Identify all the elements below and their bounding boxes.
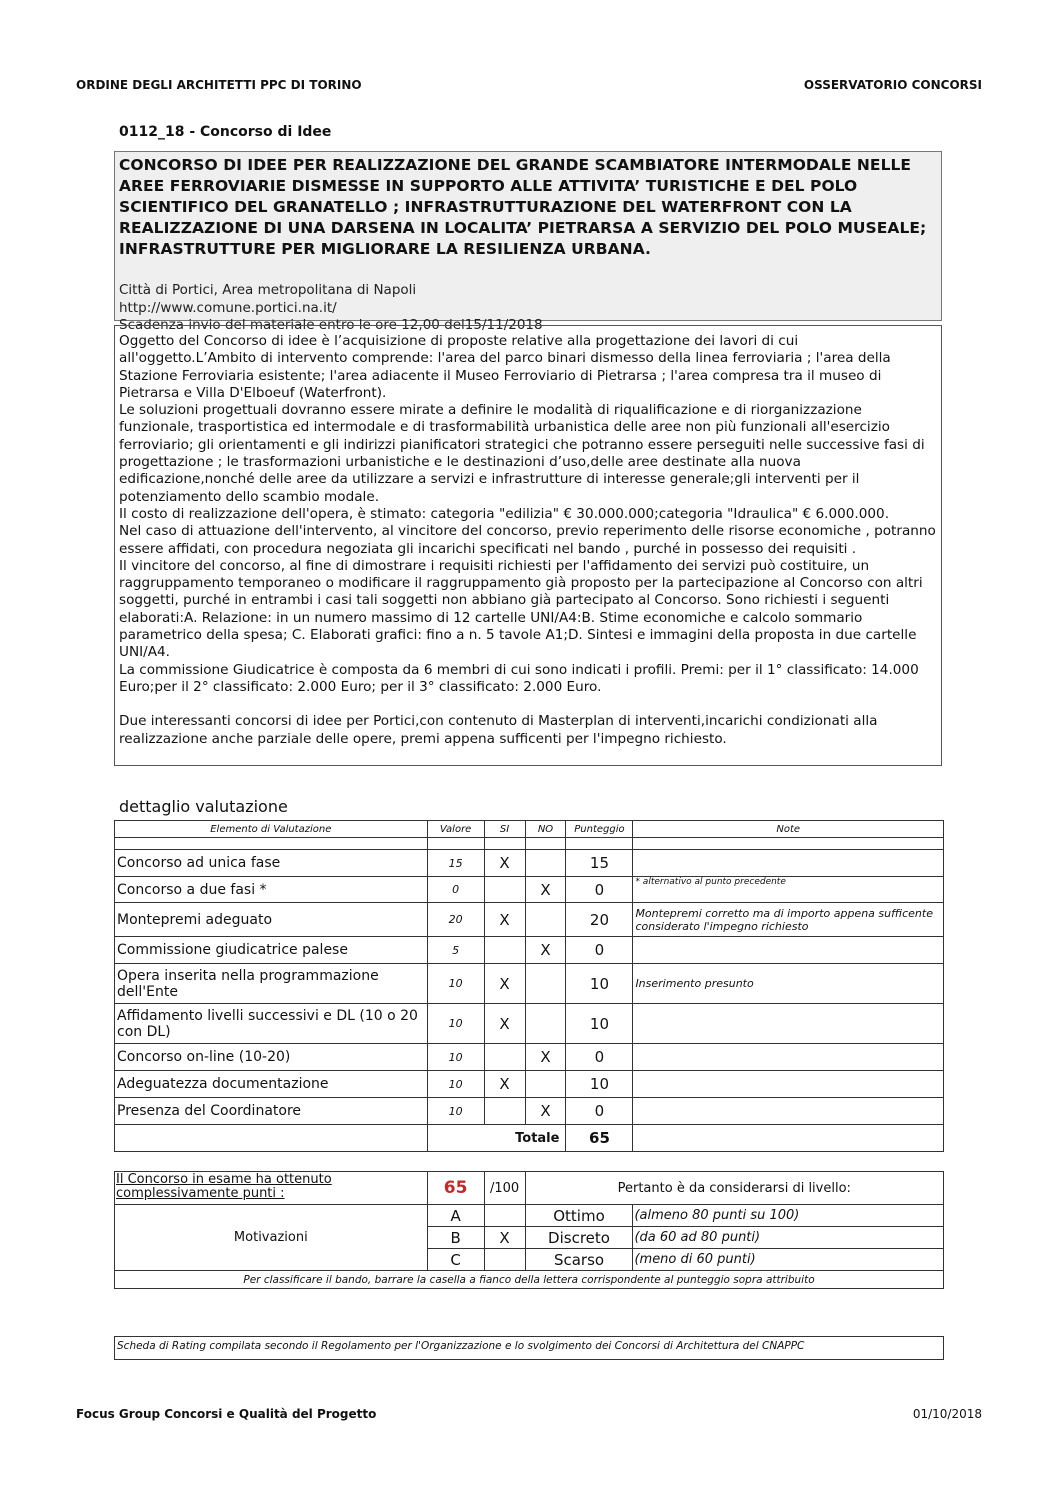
row-si-mark[interactable] [484, 1044, 525, 1071]
row-element: Montepremi adeguato [115, 903, 428, 937]
summary-row [115, 1172, 944, 1205]
row-element: Concorso ad unica fase [115, 850, 428, 877]
level-letter: B [427, 1227, 484, 1249]
summary-footnote: Per classificare il bando, barrare la casella a fianco della lettera corrispondente al punteggio sopra attribuito [115, 1271, 944, 1289]
table-row [115, 1098, 944, 1125]
table-row [115, 850, 944, 877]
total-row [115, 1125, 944, 1152]
row-note [633, 1071, 944, 1098]
table-row [115, 964, 944, 1004]
header-no: NO [525, 821, 566, 838]
description-paragraph: Il costo di realizzazione dell'opera, è stimato: categoria "edilizia" € 30.000.000;categoria "Idraulica" € 6.000.000. [119, 505, 890, 522]
valuation-table [114, 820, 944, 1152]
header-organization: ORDINE DEGLI ARCHITETTI PPC DI TORINO [76, 78, 362, 92]
level-label: Pertanto è da considerarsi di livello: [525, 1172, 943, 1205]
row-note [633, 1004, 944, 1044]
competition-description [114, 325, 942, 766]
level-range: (meno di 60 punti) [633, 1249, 944, 1271]
row-no-mark[interactable] [525, 903, 566, 937]
row-value: 15 [427, 850, 484, 877]
competition-deadline: Scadenza invio del materiale entro le ore 12,00 del15/11/2018 [119, 317, 543, 333]
row-note: Inserimento presunto [633, 964, 944, 1004]
row-si-mark[interactable]: X [484, 1071, 525, 1098]
valuation-title: dettaglio valutazione [119, 797, 288, 816]
footer-date: 01/10/2018 [912, 1407, 982, 1421]
row-score: 0 [566, 937, 633, 964]
points-out-of: /100 [484, 1172, 525, 1205]
row-si-mark[interactable] [484, 1098, 525, 1125]
row-element: Adeguatezza documentazione [115, 1071, 428, 1098]
header-notes: Note [633, 821, 944, 838]
level-range: (da 60 ad 80 punti) [633, 1227, 944, 1249]
description-paragraph: Oggetto del Concorso di idee è l’acquisizione di proposte relative alla progettazione dei lavori di cui all'oggetto.L’Ambito di intervento comprende: l'area del parco binari dismesso della linea ferroviaria ; l'area della Stazione Ferroviaria esistente; l'area adiacente il Museo Ferroviario di Pietrarsa ; l'area compresa tra il museo di Pietrarsa e Villa D'Elboeuf (Waterfront). [119, 333, 891, 401]
row-no-mark[interactable]: X [525, 877, 566, 903]
rating-note: Scheda di Rating compilata secondo il Regolamento per l'Organizzazione e lo svolgimento dei Concorsi di Architettura del CNAPPC [114, 1336, 944, 1360]
row-si-mark[interactable]: X [484, 903, 525, 937]
row-si-mark[interactable] [484, 877, 525, 903]
description-comment: Due interessanti concorsi di idee per Portici,con contenuto di Masterplan di interventi,incarichi condizionati alla realizzazione anche parziale delle opere, premi appena sufficenti per l'impegno richiesto. [119, 713, 878, 747]
row-no-mark[interactable]: X [525, 937, 566, 964]
row-score: 15 [566, 850, 633, 877]
spacer-row [115, 838, 944, 850]
row-score: 0 [566, 1098, 633, 1125]
row-score: 0 [566, 1044, 633, 1071]
header-observatory: OSSERVATORIO CONCORSI [803, 78, 982, 92]
total-label: Totale [427, 1125, 566, 1152]
level-letter: A [427, 1205, 484, 1227]
level-mark[interactable] [484, 1205, 525, 1227]
competition-title-box [114, 151, 942, 333]
table-row [115, 1044, 944, 1071]
level-mark[interactable] [484, 1249, 525, 1271]
level-letter: C [427, 1249, 484, 1271]
row-element: Concorso on-line (10-20) [115, 1044, 428, 1071]
description-paragraph: Le soluzioni progettuali dovranno essere mirate a definire le modalità di riqualificazione e di riorganizzazione funzionale, trasportistica ed intermodale e di trasformabilità urbanistica delle aree non più funzionali all'esercizio ferroviario; gli orientamenti e gli indirizzi pianificatori strategici che potranno essere perseguiti nelle successive fasi di progettazione ; le trasformazioni urbanistiche e le destinazioni d’uso,delle aree destinate alla nuova edificazione,nonché delle aree da utilizzare a servizi e infrastrutture di interesse generale;gli interventi per il potenziamento dello scambio modale. [119, 402, 925, 505]
row-si-mark[interactable]: X [484, 1004, 525, 1044]
row-value: 10 [427, 1071, 484, 1098]
level-row-a [115, 1205, 944, 1227]
competition-code-title: 0112_18 - Concorso di Idee [119, 124, 332, 140]
row-value: 10 [427, 1044, 484, 1071]
competition-title: CONCORSO DI IDEE PER REALIZZAZIONE DEL GRANDE SCAMBIATORE INTERMODALE NELLE AREE FERROVIARIE DISMESSE IN SUPPORTO ALLE ATTIVITA’ TURISTICHE E DEL POLO SCIENTIFICO DEL GRANATELLO ; INFRASTRUTTURAZIONE DEL WATERFRONT CON LA REALIZZAZIONE DI UNA DARSENA IN LOCALITA’ PIETRARSA A SERVIZIO DEL POLO MUSEALE; INFRASTRUTTURE PER MIGLIORARE LA RESILIENZA URBANA. [119, 156, 927, 258]
row-no-mark[interactable] [525, 964, 566, 1004]
row-element: Concorso a due fasi * [115, 877, 428, 903]
row-score: 20 [566, 903, 633, 937]
row-si-mark[interactable]: X [484, 964, 525, 1004]
row-no-mark[interactable] [525, 850, 566, 877]
competition-place: Città di Portici, Area metropolitana di Napoli [119, 282, 417, 298]
table-row [115, 1071, 944, 1098]
header-element: Elemento di Valutazione [115, 821, 428, 838]
row-note: Montepremi corretto ma di importo appena sufficente considerato l'impegno richiesto [633, 903, 944, 937]
valuation-header-row [115, 821, 944, 838]
row-value: 10 [427, 1004, 484, 1044]
description-paragraph: Il vincitore del concorso, al fine di dimostrare i requisiti richiesti per l'affidamento dei servizi può costituire, un raggruppamento temporaneo o modificare il raggruppamento già proposto per la partecipazione al Concorso con altri soggetti, purché in entrambi i casi tali soggetti non abbiano già partecipato al Concorso. Sono richiesti i seguenti elaborati:A. Relazione: in un numero massimo di 12 cartelle UNI/A4:B. Stime economiche e calcolo sommario parametrico della spesa; C. Elaborati grafici: fino a n. 5 tavole A1;D. Sintesi e immagini della proposta in due cartelle UNI/A4. [119, 557, 923, 661]
row-no-mark[interactable]: X [525, 1098, 566, 1125]
table-row [115, 903, 944, 937]
description-paragraph: Nel caso di attuazione dell'intervento, al vincitore del concorso, previo reperimento delle risorse economiche , potranno essere affidati, con procedura negoziata gli incarichi specificati nel bando , purché in possesso dei requisiti . [119, 523, 936, 557]
header-value: Valore [427, 821, 484, 838]
obtained-points: 65 [427, 1172, 484, 1205]
level-mark[interactable]: X [484, 1227, 525, 1249]
header-score: Punteggio [566, 821, 633, 838]
row-no-mark[interactable]: X [525, 1044, 566, 1071]
row-value: 5 [427, 937, 484, 964]
row-si-mark[interactable]: X [484, 850, 525, 877]
row-note [633, 937, 944, 964]
level-name: Ottimo [525, 1205, 633, 1227]
summary-table [114, 1171, 944, 1289]
row-score: 0 [566, 877, 633, 903]
row-value: 0 [427, 877, 484, 903]
row-score: 10 [566, 1071, 633, 1098]
row-score: 10 [566, 1004, 633, 1044]
competition-url[interactable]: http://www.comune.portici.na.it/ [119, 299, 337, 316]
row-element: Presenza del Coordinatore [115, 1098, 428, 1125]
row-note [633, 1098, 944, 1125]
motivations-label: Motivazioni [115, 1205, 428, 1271]
row-value: 10 [427, 1098, 484, 1125]
row-element: Opera inserita nella programmazione dell'Ente [115, 964, 428, 1004]
row-no-mark[interactable] [525, 1071, 566, 1098]
row-note [633, 1044, 944, 1071]
description-paragraph: La commissione Giudicatrice è composta da 6 membri di cui sono indicati i profili. Premi: per il 1° classificato: 14.000 Euro;per il 2° classificato: 2.000 Euro; per il 3° classificato: 2.000 Euro. [119, 661, 919, 695]
row-note [633, 850, 944, 877]
table-row [115, 877, 944, 903]
table-row [115, 1004, 944, 1044]
row-note: * alternativo al punto precedente [633, 877, 944, 903]
footer-group: Focus Group Concorsi e Qualità del Progetto [76, 1407, 377, 1421]
row-score: 10 [566, 964, 633, 1004]
row-element: Affidamento livelli successivi e DL (10 o 20 con DL) [115, 1004, 428, 1044]
header-si: SI [484, 821, 525, 838]
row-si-mark[interactable] [484, 937, 525, 964]
obtained-label: Il Concorso in esame ha ottenuto complessivamente punti : [115, 1172, 428, 1205]
summary-footnote-row [115, 1271, 944, 1289]
row-value: 20 [427, 903, 484, 937]
row-no-mark[interactable] [525, 1004, 566, 1044]
row-value: 10 [427, 964, 484, 1004]
level-name: Discreto [525, 1227, 633, 1249]
table-row [115, 937, 944, 964]
row-element: Commissione giudicatrice palese [115, 937, 428, 964]
total-score: 65 [566, 1125, 633, 1152]
level-name: Scarso [525, 1249, 633, 1271]
level-range: (almeno 80 punti su 100) [633, 1205, 944, 1227]
